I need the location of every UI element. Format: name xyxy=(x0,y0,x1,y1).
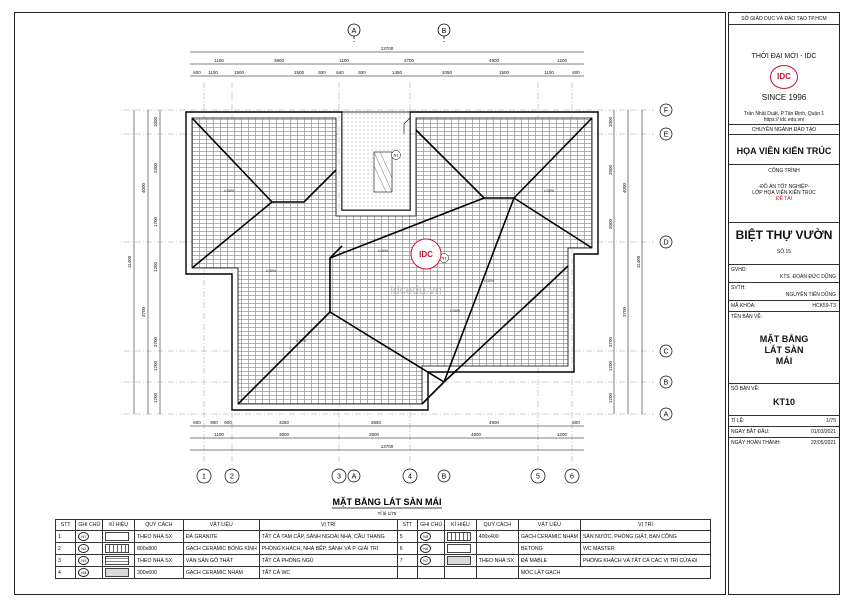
svg-text:A: A xyxy=(663,411,669,419)
svg-text:i=30%: i=30% xyxy=(484,279,495,283)
symbol-betong xyxy=(447,544,471,553)
svg-text:3250: 3250 xyxy=(278,420,290,425)
svg-text:4000: 4000 xyxy=(622,182,627,194)
department: SỞ GIÁO DỤC VÀ ĐÀO TẠO TP.HCM xyxy=(729,13,839,25)
idc-stamp xyxy=(411,239,441,269)
watermark: idcedu.vn xyxy=(390,283,442,297)
svg-text:C: C xyxy=(663,348,669,356)
svg-text:900: 900 xyxy=(210,420,218,425)
end-date: 22/05/2021 xyxy=(810,440,836,446)
axis-b xyxy=(660,376,672,388)
svg-text:1200: 1200 xyxy=(153,392,158,404)
website: https:// idc.edu.vn/ xyxy=(763,116,805,123)
axis-c xyxy=(660,345,672,357)
svg-text:2700: 2700 xyxy=(403,58,415,63)
svg-text:1: 1 xyxy=(202,473,206,481)
legend-row: 3 N3 THEO NHÀ SX VÁN SÀN GỖ THẬT TẤT CẢ PHÒNG NGỦ 7 N7 THEO NHÀ SX ĐÁ MABLE PHÒNG KHÁCH VÀ TẤT CẢ CÁC VỊ TRÍ CỬA ĐI xyxy=(56,555,711,567)
school-name: THỜI ĐẠI MỚI - IDC xyxy=(751,53,817,60)
course-code: HCK59-T3 xyxy=(812,303,836,309)
svg-text:4800: 4800 xyxy=(470,432,482,437)
svg-text:4000: 4000 xyxy=(141,182,146,194)
legend-footnote: MÓC LÁT GẠCH xyxy=(518,567,710,579)
symbol-ceramic-matte xyxy=(105,568,129,577)
svg-text:3700: 3700 xyxy=(141,306,146,318)
svg-text:3700: 3700 xyxy=(153,336,158,348)
address: Trần Nhật Duật, P.Tân Định, Quận 1 xyxy=(743,110,825,117)
svg-text:i=30%: i=30% xyxy=(450,309,461,313)
axis-a xyxy=(660,408,672,420)
svg-text:2600: 2600 xyxy=(608,164,613,176)
dim-total-width-top: 13700 xyxy=(380,46,394,51)
svg-text:D: D xyxy=(663,239,669,247)
svg-text:3800: 3800 xyxy=(278,432,290,437)
svg-text:1700: 1700 xyxy=(153,216,158,228)
svg-text:IDC: IDC xyxy=(419,250,433,259)
svg-text:2: 2 xyxy=(230,473,234,481)
axis-2 xyxy=(225,469,239,483)
section-marker-a-top xyxy=(348,24,360,42)
svg-text:5: 5 xyxy=(536,473,540,481)
svg-text:1450: 1450 xyxy=(391,70,403,75)
svg-text:1100: 1100 xyxy=(208,70,218,75)
svg-text:2800: 2800 xyxy=(368,432,380,437)
svg-text:N1: N1 xyxy=(393,152,399,158)
svg-text:640: 640 xyxy=(336,70,344,75)
start-date: 01/03/2021 xyxy=(810,429,836,435)
svg-text:1500: 1500 xyxy=(293,70,305,75)
roof-plan-drawing xyxy=(14,12,726,595)
sheet-number: KT10 xyxy=(772,397,795,407)
axis-1 xyxy=(197,469,211,483)
svg-text:1100: 1100 xyxy=(214,58,224,63)
svg-text:11400: 11400 xyxy=(636,255,641,269)
svg-text:1100: 1100 xyxy=(544,70,554,75)
svg-text:3700: 3700 xyxy=(608,336,613,348)
svg-text:3: 3 xyxy=(337,473,341,481)
roof-plan xyxy=(186,112,598,410)
svg-text:E: E xyxy=(663,131,669,139)
svg-text:i=30%: i=30% xyxy=(378,249,389,253)
since-label: SINCE 1996 xyxy=(761,93,807,103)
svg-text:4: 4 xyxy=(408,473,412,481)
axis-3 xyxy=(332,469,346,483)
symbol-wood xyxy=(105,556,129,565)
svg-text:1050: 1050 xyxy=(441,70,453,75)
drawing-scale-note: TỈ lệ 1/75 xyxy=(377,511,397,516)
svg-text:2000: 2000 xyxy=(608,218,613,230)
svg-text:A: A xyxy=(351,28,357,35)
svg-text:3800: 3800 xyxy=(273,58,285,63)
svg-text:600: 600 xyxy=(193,420,201,425)
project-number: SỐ.15 xyxy=(729,247,839,265)
axis-5 xyxy=(531,469,545,483)
idc-logo: IDC xyxy=(770,65,798,89)
svg-text:1500: 1500 xyxy=(498,70,510,75)
svg-text:600: 600 xyxy=(193,70,201,75)
section-marker-b-bottom xyxy=(438,470,450,482)
symbol-marble xyxy=(447,556,471,565)
svg-text:930: 930 xyxy=(358,70,366,75)
title-block: SỞ GIÁO DỤC VÀ ĐÀO TẠO TP.HCM THỜI ĐẠI MỚI - IDC IDC SINCE 1996 Trần Nhật Duật, P.Tân Định, Quận 1 https:// idc.edu.vn/ CHUYÊN NGÀNH ĐÀO TẠO HỌA VIÊN KIẾN TRÚC CÔNG TRÌNH -ĐỒ ÁN TỐT NGHIỆP- LỚP HỌA VIÊN KIẾN TRÚC ĐỀ TÀI BIỆT THỰ VƯỜN SỐ.15 GVHD: KTS. ĐOÀN ĐỨC DŨNG SVTH: NGUYỄN TIẾN DŨNG MÃ KHÓA: HCK59-T3 TÊN BẢN VẼ: MẶT BẰNG LÁT SÀN MÁI SỐ BẢN VẼ: KT10 TỈ LỆ: 1/75 NGÀY BẮT ĐẦU: 01/03/2021 NGÀY HOÀN THÀNH: 22/05/2021 xyxy=(728,12,840,595)
axis-d xyxy=(660,236,672,248)
symbol-granite xyxy=(105,532,129,541)
project-topic: BIỆT THỰ VƯỜN xyxy=(735,228,833,242)
legend-row: 2 N2 800x800 GẠCH CERAMIC BÓNG KÍNH PHÒNG KHÁCH, NHÀ BẾP, SẢNH VÀ P. GIẢI TRÍ 6 N6 BETONG WC MASTER xyxy=(56,543,711,555)
svg-text:F: F xyxy=(663,107,669,115)
svg-text:1100: 1100 xyxy=(214,432,224,437)
section-marker-b-top xyxy=(438,24,450,42)
svg-text:4900: 4900 xyxy=(488,58,500,63)
svg-text:1200: 1200 xyxy=(608,392,613,404)
svg-text:3650: 3650 xyxy=(370,420,382,425)
legend-row: 4 N4 300x600 GẠCH CERAMIC NHÁM TẤT CẢ WC MÓC LÁT GẠCH xyxy=(56,567,711,579)
svg-text:1200: 1200 xyxy=(153,360,158,372)
svg-text:i=30%: i=30% xyxy=(224,189,235,193)
svg-text:1200: 1200 xyxy=(556,432,568,437)
axis-f xyxy=(660,104,672,116)
svg-text:B: B xyxy=(663,379,669,387)
sheet-name-2: LÁT SÀN xyxy=(764,344,804,355)
symbol-ceramic-800 xyxy=(105,544,129,553)
svg-text:6: 6 xyxy=(570,473,574,481)
legend-row: 1 N1 THEO NHÀ SX ĐÁ GRANITE TẤT CẢ TAM CẤP, SẢNH NGOÀI NHÀ, CẦU THANG 5 N5 400x400 GẠCH CERAMIC NHÁM SÂN NƯỚC, PHÒNG GIẶT, BAN CÔNG xyxy=(56,531,711,543)
svg-text:600: 600 xyxy=(572,420,580,425)
svg-text:1200: 1200 xyxy=(608,360,613,372)
svg-text:B: B xyxy=(441,473,447,481)
svg-text:1000: 1000 xyxy=(608,116,613,128)
section-marker-a-bottom xyxy=(348,470,360,482)
material-legend-table: STT GHI CHÚ KÍ HIỆU QUY CÁCH VẬT LIỆU VỊ TRÍ STT GHI CHÚ KÍ HIỆU QUY CÁCH VẬT LIỆU VỊ TRÍ 1 N1 THEO NHÀ SX ĐÁ GRANITE TẤT CẢ TAM CẤP, SẢNH NGOÀI NHÀ, CẦU THANG 5 N5 400x400 GẠCH CERAMIC NHÁM SÂN NƯỚC, PHÒNG GIẶT, BAN CÔNG 2 N2 800x800 GẠCH CERAMIC BÓNG KÍNH PHÒNG KHÁCH, NHÀ BẾP, SẢNH VÀ P. GIẢI TRÍ 6 N6 BETONG WC MASTER 3 N3 THEO NHÀ SX VÁN SÀN GỖ THẬT TẤT CẢ PHÒNG NGỦ 7 N7 THEO NHÀ SX ĐÁ MABLE PHÒNG KHÁCH VÀ TẤT CẢ CÁC VỊ TRÍ CỬA ĐI 4 N4 300x600 GẠCH CERAMIC NHÁM TẤT CẢ WC MÓC LÁT GẠCH xyxy=(55,519,711,579)
svg-text:1500: 1500 xyxy=(233,70,245,75)
axis-6 xyxy=(565,469,579,483)
svg-text:930: 930 xyxy=(318,70,326,75)
sheet-name-1: MẶT BẰNG xyxy=(759,334,809,344)
program-name: HỌA VIÊN KIẾN TRÚC xyxy=(729,135,839,165)
scale-value: 1/75 xyxy=(826,418,836,424)
svg-text:4900: 4900 xyxy=(488,420,500,425)
drawing-title: MẶT BẰNG LÁT SÀN MÁI xyxy=(332,497,442,507)
svth-name: NGUYỄN TIẾN DŨNG xyxy=(785,292,836,298)
svg-text:A: A xyxy=(351,473,357,481)
svg-text:i=30%: i=30% xyxy=(544,189,555,193)
program-label: CHUYÊN NGÀNH ĐÀO TẠO xyxy=(729,125,839,135)
svg-text:N1: N1 xyxy=(441,255,447,261)
dim-total-width-bottom: 13700 xyxy=(380,444,394,449)
svg-text:2300: 2300 xyxy=(153,162,158,174)
sheet-name-3: MÁI xyxy=(775,355,793,366)
axis-e xyxy=(660,128,672,140)
svg-text:3700: 3700 xyxy=(622,306,627,318)
svg-text:1000: 1000 xyxy=(153,116,158,128)
axis-4 xyxy=(403,469,417,483)
svg-text:i=30%: i=30% xyxy=(296,339,307,343)
svg-text:1200: 1200 xyxy=(153,261,158,273)
symbol-ceramic-400 xyxy=(447,532,471,541)
svg-text:1100: 1100 xyxy=(339,58,349,63)
svg-text:1200: 1200 xyxy=(556,58,568,63)
svg-text:600: 600 xyxy=(572,70,580,75)
svg-text:i=30%: i=30% xyxy=(266,269,277,273)
gvhd-name: KTS. ĐOÀN ĐỨC DŨNG xyxy=(780,274,836,280)
svg-text:B: B xyxy=(441,28,447,35)
dim-total-height-left: 11400 xyxy=(127,255,132,269)
svg-text:600: 600 xyxy=(224,420,232,425)
